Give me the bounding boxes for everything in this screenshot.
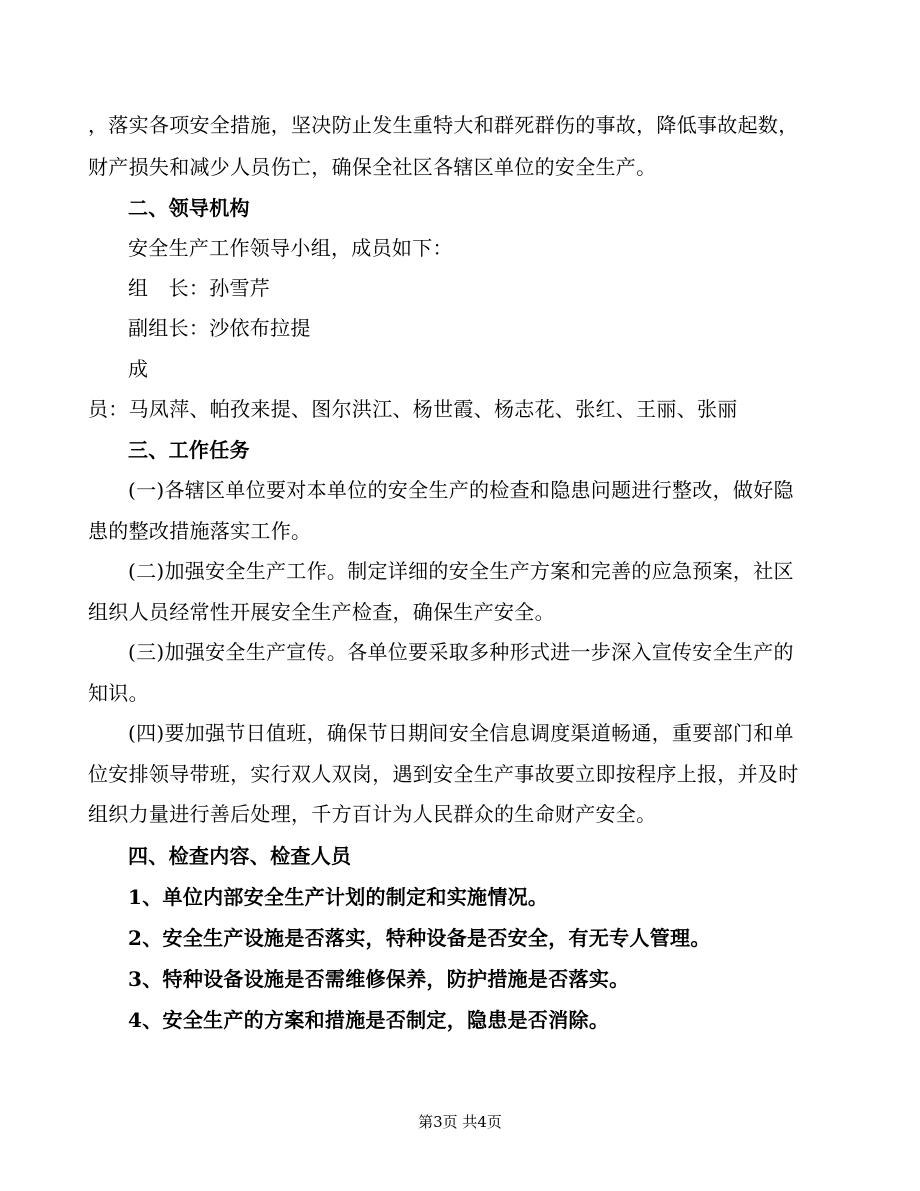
body-text-line: (四)要加强节日值班，确保节日期间安全信息调度渠道畅通，重要部门和单 <box>128 721 794 745</box>
body-text-line: (三)加强安全生产宣传。各单位要采取多种形式进一步深入宣传安全生产的 <box>128 640 794 664</box>
body-text-line: 位安排领导带班，实行双人双岗，遇到安全生产事故要立即按程序上报，并及时 <box>88 762 799 786</box>
body-text-line: 知识。 <box>88 681 149 705</box>
members-label-line: 成 <box>128 357 149 381</box>
body-text-line: 患的整改措施落实工作。 <box>88 519 312 543</box>
section-heading: 三、工作任务 <box>128 438 250 462</box>
section-heading: 四、检查内容、检查人员 <box>128 844 352 868</box>
leader-line: 组 长：孙雪芹 <box>128 276 271 300</box>
body-text-line: 财产损失和减少人员伤亡，确保全社区各辖区单位的安全生产。 <box>88 155 657 179</box>
body-text-line: 组织人员经常性开展安全生产检查，确保生产安全。 <box>88 600 555 624</box>
body-text-line: (一)各辖区单位要对本单位的安全生产的检查和隐患问题进行整改，做好隐 <box>128 478 794 502</box>
body-text-line: 安全生产工作领导小组，成员如下： <box>128 236 453 260</box>
check-item: 3、特种设备设施是否需维修保养，防护措施是否落实。 <box>128 967 630 991</box>
check-item: 2、安全生产设施是否落实，特种设备是否安全，有无专人管理。 <box>128 926 711 950</box>
body-text-line: (二)加强安全生产工作。制定详细的安全生产方案和完善的应急预案，社区 <box>128 559 794 583</box>
deputy-leader-line: 副组长：沙依布拉提 <box>128 316 311 340</box>
body-text-line: 组织力量进行善后处理，千方百计为人民群众的生命财产安全。 <box>88 802 657 826</box>
check-item: 4、安全生产的方案和措施是否制定，隐患是否消除。 <box>128 1008 610 1032</box>
section-heading: 二、领导机构 <box>128 196 250 220</box>
body-text-line: ，落实各项安全措施，坚决防止发生重特大和群死群伤的事故，降低事故起数， <box>88 113 799 137</box>
check-item: 1、单位内部安全生产计划的制定和实施情况。 <box>128 885 549 909</box>
members-line: 员：马凤萍、帕孜来提、图尔洪江、杨世霞、杨志花、张红、王丽、张丽 <box>88 397 738 421</box>
page-number: 第3页 共4页 <box>418 1113 502 1131</box>
